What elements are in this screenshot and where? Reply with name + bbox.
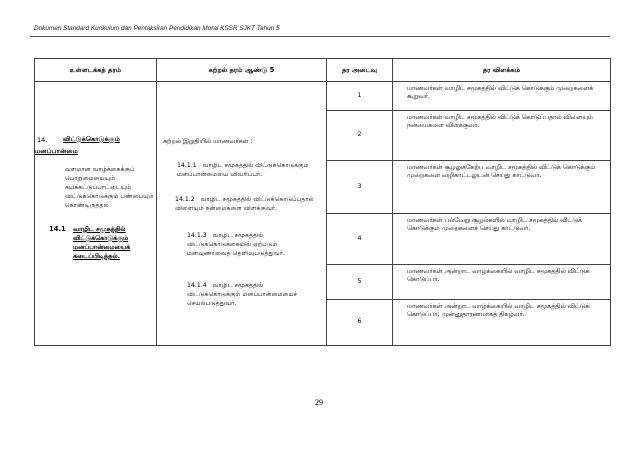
content-standard-cell [35, 82, 157, 346]
performance-level: 2 [327, 111, 393, 161]
outcome-number: 14.1.3 [187, 232, 207, 239]
outcome-text: வாழிட சமூகத்தில் விட்டுக்கொடுப்பதால் விளையும் நன்மைகளை விளக்குவர். [175, 196, 314, 212]
learning-outcome [187, 232, 312, 259]
learning-outcome [175, 196, 315, 214]
document-header: Dokumen Standard Kurikulum dan Pentaksiran Pendidikan Moral KSSR SJKT Tahun 5 [34, 25, 280, 32]
outcome-number: 14.1.2 [175, 196, 195, 203]
performance-level: 1 [327, 82, 393, 111]
column-header-level-description: தர விளக்கம் [393, 59, 611, 82]
header-divider [30, 36, 610, 37]
column-header-performance-level: தர அடைவு [327, 59, 393, 82]
level-description: மாணவர்கள் வாழிட சமூகத்தில் விட்டுக் கொடுப்பதால் விளையும் நன்மைகளை விளக்குவர். [393, 111, 611, 161]
level-description: மாணவர்கள் பல்வேறு சூழல்களில் வாழிட சமூகத்தில் விட்டுக் கொடுக்கும் முறைகளைச் செய்து காட்டுவர். [393, 214, 611, 265]
page-number: 29 [315, 398, 323, 407]
learning-standard-cell [157, 82, 327, 346]
column-header-content-standard: உள்ளடக்கத் தரம் [35, 59, 157, 82]
table-row [35, 82, 611, 111]
performance-level: 4 [327, 214, 393, 265]
standards-table [34, 58, 611, 346]
sub-standard-number: 14.1 [49, 225, 66, 233]
outcome-text: வாழிட சமூகத்தில் விட்டுக்கொடுக்கும் மனப்பான்மையைச் செயல்படுத்துவர். [187, 282, 298, 307]
outcome-text: வாழிட சமூகத்தில் விட்டுக்கொடுக்கையில் ஏற்படும் மனவுணர்வைத் தெளிவுபடுத்துவர். [187, 232, 286, 257]
topic-title-line2: மனப்பான்மை [35, 147, 78, 155]
performance-level: 6 [327, 300, 393, 346]
learning-outcome [177, 162, 317, 180]
outcome-number: 14.1.1 [177, 162, 197, 169]
performance-level: 5 [327, 265, 393, 300]
outcome-number: 14.1.4 [187, 282, 207, 289]
level-description: மாணவர்கள் அன்றாட வாழ்க்கையில் வாழிட சமூகத்தில் விட்டுக் கொடுப்பர். [393, 265, 611, 300]
learning-intro: கற்றல் இறுதியில் மாணவர்கள் : [163, 138, 253, 145]
performance-level: 3 [327, 161, 393, 214]
level-description: மாணவர்கள் வாழிட சமூகத்தில் விட்டுக் கொடுக்கும் முறைகளைக் கூறுவர். [393, 82, 611, 111]
table-header-row [35, 59, 611, 82]
column-header-learning-standard: கற்றல் தரம் ஆண்டு 5 [157, 59, 327, 82]
outcome-text: வாழிட சமூகத்தில் விட்டுக்கொடுக்கும் மனப்பான்மையை விவரிப்பர். [177, 162, 309, 178]
content-standard-text: வளமான வாழ்க்கைக்குப் பொறுமையையும் சுயக்கட்டுப்பாட்டையும் விட்டுக்கொடுக்கும் பண்பையும் கொண்டிருத்தல் [65, 166, 154, 209]
sub-standard-text: வாழிட சமூகத்தில் விட்டுக்கொடுக்கும் மனப்பான்மையைக் கடைப்பிடித்தல். [73, 225, 131, 260]
topic-title: விட்டுக்கொடுக்கும் [63, 135, 120, 143]
topic-number: 14. [37, 136, 48, 144]
learning-outcome [187, 282, 307, 309]
level-description: மாணவர்கள் சூழலுக்கேற்ப வாழிட சமூகத்தில் விட்டுக் கொடுக்கும் முறைகளை வழிகாட்டலுடன் செய்து காட்டுவர். [393, 161, 611, 214]
level-description: மாணவர்கள் அன்றாட வாழ்க்கையில் வாழிட சமூகத்தில் விட்டுக் கொடுப்பர்; முன்னுதாரணமாகத் திகழ்வர். [393, 300, 611, 346]
